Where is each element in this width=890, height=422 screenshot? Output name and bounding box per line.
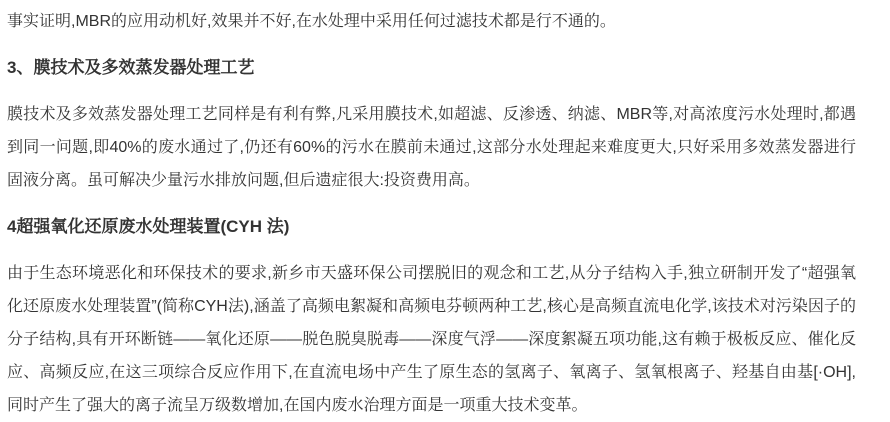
heading-membrane-evaporator-process: 3、膜技术及多效蒸发器处理工艺 [7, 58, 255, 77]
heading-cyh-device: 4超强氧化还原废水处理装置(CYH 法) [7, 217, 290, 236]
paragraph-mbr-conclusion: 事实证明,MBR的应用动机好,效果并不好,在水处理中采用任何过滤技术都是行不通的。 [7, 13, 616, 30]
paragraph-membrane-evaporator-process: 膜技术及多效蒸发器处理工艺同样是有利有弊,凡采用膜技术,如超滤、反渗透、纳滤、MBR等,对高浓度污水处理时,都遇到同一问题,即40%的废水通过了,仍还有60%的污水在膜前未通过,这部分水处理起来难度更大,只好采用多效蒸发器进行固液分离。虽可解决少量污水排放问题,但后遗症很大:投资费用高。 [7, 106, 856, 189]
paragraph-cyh-device: 由于生态环境恶化和环保技术的要求,新乡市天盛环保公司摆脱旧的观念和工艺,从分子结构入手,独立研制开发了“超强氧化还原废水处理装置”(简称CYH法),涵盖了高频电絮凝和高频电芬顿两种工艺,核心是高频直流电化学,该技术对污染因子的分子结构,具有开环断链——氧化还原——脱色脱臭脱毒——深度气浮——深度絮凝五项功能,这有赖于极板反应、催化反应、高频反应,在这三项综合反应作用下,在直流电场中产生了原生态的氢离子、氧离子、氢氧根离子、羟基自由基[·OH],同时产生了强大的离子流呈万级数增加,在国内废水治理方面是一项重大技术变革。 [7, 265, 856, 414]
